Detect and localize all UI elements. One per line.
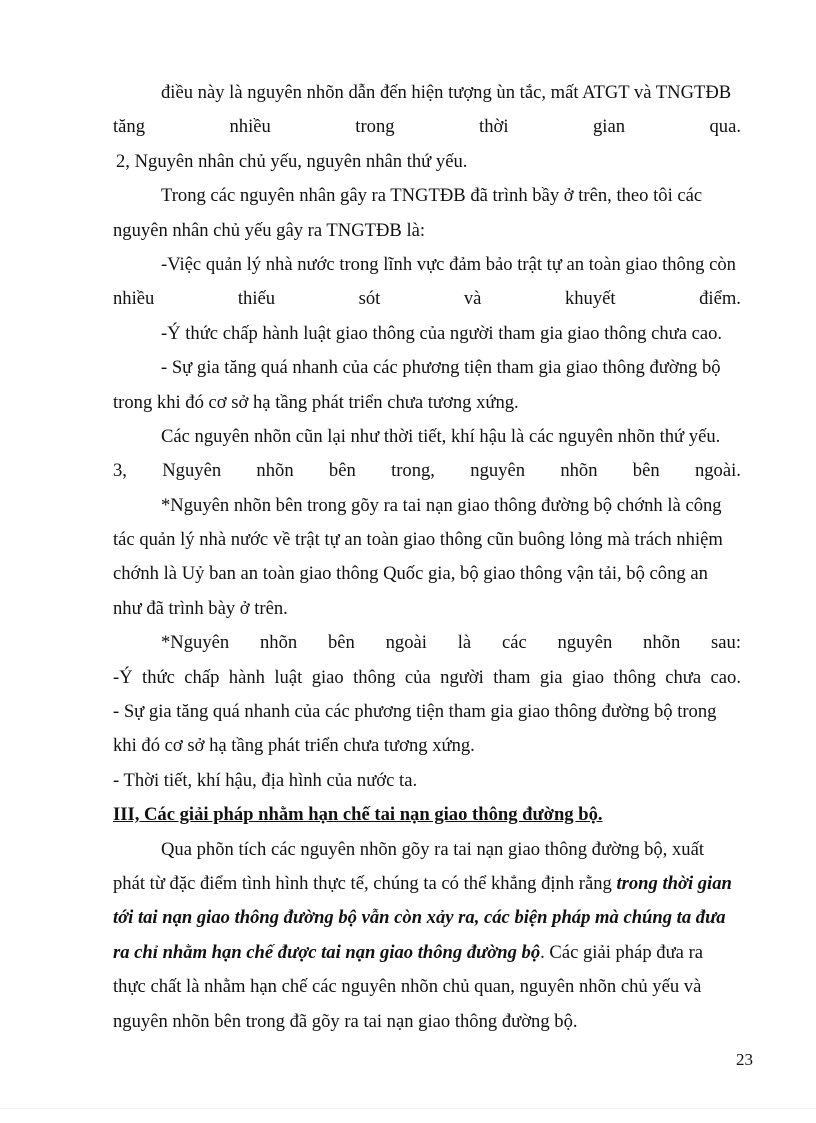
word: thiếu [237, 288, 276, 310]
word: giao [311, 666, 344, 688]
word: nhiều [229, 116, 271, 138]
text-line: trong khi đó cơ sở hạ tầng phát triển chưa tương xứng. [113, 391, 519, 413]
word: là [457, 632, 472, 654]
word: giao [571, 666, 604, 688]
justified-line [113, 282, 741, 316]
text-span: phát từ đặc điểm tình hình thực tế, chúng ta có thể khẳng định rằng [113, 872, 617, 894]
text-line: - Thời tiết, khí hậu, địa hình của nước ta. [113, 769, 418, 791]
text-line: Qua phõn tích các nguyên nhõn gõy ra tai nạn giao thông đường bộ, xuất [161, 838, 704, 860]
text-span: . Các giải pháp đưa ra [540, 941, 704, 963]
page-edge-divider [0, 1108, 816, 1109]
word: nhõn [256, 460, 294, 482]
word: ngoài [385, 632, 427, 654]
emphasis-span: trong thời gian [616, 872, 732, 894]
text-line: thực chất là nhằm hạn chế các nguyên nhõn chủ quan, nguyên nhõn chủ yếu và [113, 976, 702, 998]
justified-line [113, 110, 741, 144]
word: nguyên [557, 632, 613, 654]
text-line: chớnh là Uỷ ban an toàn giao thông Quốc gia, bộ giao thông vận tải, bộ công an [113, 563, 708, 585]
text-line [113, 936, 741, 970]
word: chưa [665, 666, 702, 688]
word: 3, [113, 460, 127, 482]
word: khuyết [564, 288, 616, 310]
emphasis-line: tới tai nạn giao thông đường bộ vẫn còn xảy ra, các biện pháp mà chúng ta đưa [113, 907, 726, 929]
justified-line [113, 626, 741, 660]
word: nguyên [470, 460, 526, 482]
word: sót [358, 288, 381, 310]
text-line [113, 867, 741, 901]
text-line: *Nguyên nhõn bên trong gõy ra tai nạn giao thông đường bộ chớnh là công [161, 494, 722, 516]
word: nhõn [560, 460, 598, 482]
page-number: 23 [736, 1050, 753, 1069]
word: trong [355, 116, 395, 138]
word: -Ý [113, 666, 133, 688]
word: nhõn [643, 632, 681, 654]
text-line: - Sự gia tăng quá nhanh của các phương tiện tham gia giao thông đường bộ trong [113, 701, 717, 723]
word: *Nguyên [161, 632, 230, 654]
text-line: tác quản lý nhà nước về trật tự an toàn giao thông cũn buông lỏng mà trách nhiệm [113, 529, 723, 551]
text-line: Trong các nguyên nhân gây ra TNGTĐB đã trình bầy ở trên, theo tôi các [161, 185, 703, 207]
text-line: điều này là nguyên nhõn dẫn đến hiện tượng ùn tắc, mất ATGT và TNGTĐB [161, 82, 732, 103]
section-heading-III: III, Các giải pháp nhằm hạn chế tai nạn giao thông đường bộ. [113, 804, 603, 826]
emphasis-span: ra chỉ nhằm hạn chế được tai nạn giao thông đường bộ [113, 941, 541, 963]
word: tham [493, 666, 531, 688]
word: nhõn [259, 632, 298, 654]
word: tăng [113, 116, 146, 138]
word: bên [328, 460, 356, 482]
text-line: nguyên nhõn bên trong đã gõy ra tai nạn giao thông đường bộ. [113, 1010, 578, 1032]
word: thông [353, 666, 396, 688]
document-body [113, 76, 741, 1039]
word: thông [613, 666, 656, 688]
text-line: Các nguyên nhõn cũn lại như thời tiết, khí hậu là các nguyên nhõn thứ yếu. [161, 425, 721, 447]
text-line: -Ý thức chấp hành luật giao thông của người tham gia giao thông chưa cao. [161, 322, 723, 344]
word: qua. [709, 116, 741, 138]
word: thời [479, 116, 509, 138]
word: thức [142, 666, 175, 688]
section-heading-2: 2, Nguyên nhân chủ yếu, nguyên nhân thứ yếu. [116, 150, 468, 172]
word: gia [539, 666, 563, 688]
word: gian [592, 116, 625, 138]
word: sau: [711, 632, 741, 654]
word: ngoài. [694, 460, 741, 482]
word: luật [274, 666, 303, 688]
word: điểm. [699, 288, 741, 310]
word: chấp [184, 666, 220, 688]
word: các [501, 632, 527, 654]
text-line: khi đó cơ sở hạ tầng phát triển chưa tương xứng. [113, 735, 475, 757]
section-heading-3 [113, 454, 741, 488]
text-line: -Việc quản lý nhà nước trong lĩnh vực đảm bảo trật tự an toàn giao thông còn [161, 253, 736, 275]
text-line: như đã trình bày ở trên. [113, 597, 288, 619]
justified-line [113, 661, 741, 695]
text-line: - Sự gia tăng quá nhanh của các phương tiện tham gia giao thông đường bộ [161, 357, 721, 379]
word: hành [228, 666, 265, 688]
word: của [404, 666, 431, 688]
word: bên [632, 460, 660, 482]
word: người [440, 666, 484, 688]
word: trong, [391, 460, 435, 482]
word: và [463, 288, 482, 310]
word: bên [327, 632, 355, 654]
word: nhiều [113, 288, 155, 310]
word: Nguyên [162, 460, 222, 482]
text-line: nguyên nhân chủ yếu gây ra TNGTĐB là: [113, 219, 426, 241]
word: cao. [710, 666, 741, 688]
